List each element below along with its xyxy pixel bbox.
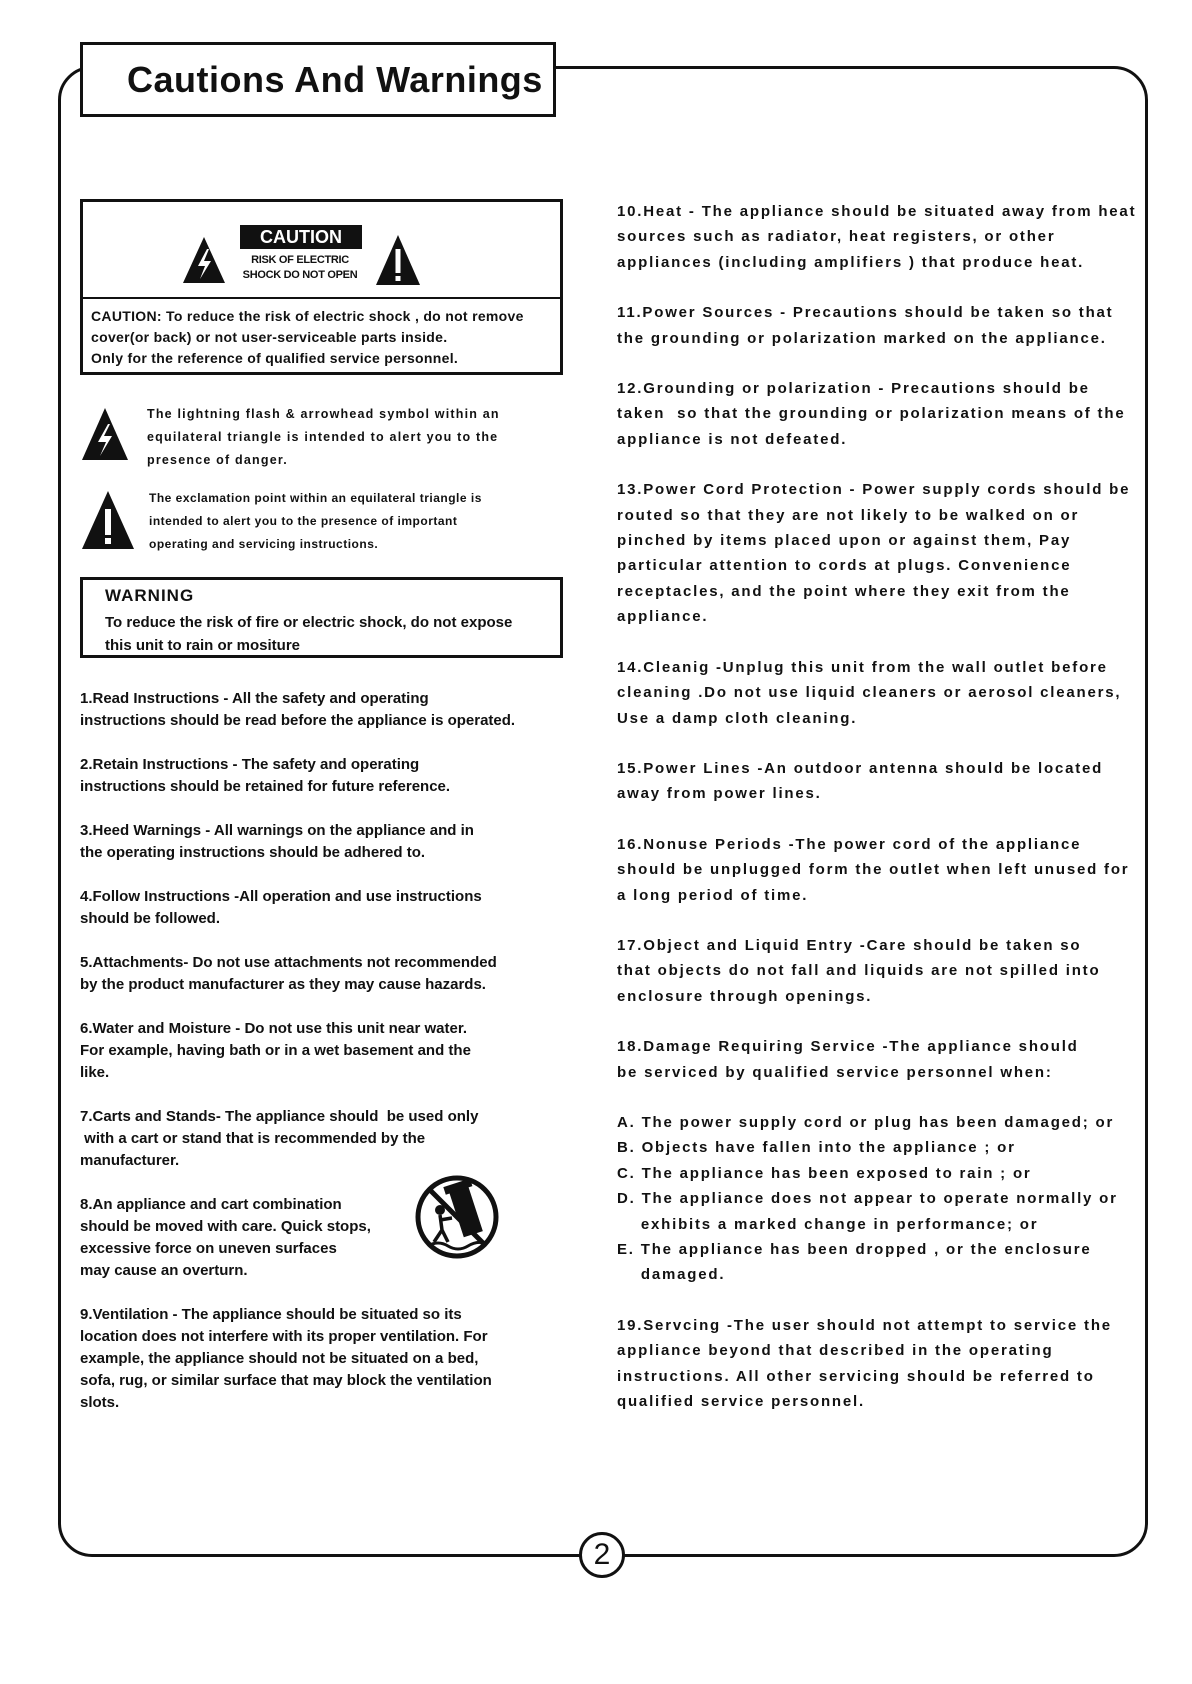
- text-line: receptacles, and the point where they exit from the: [617, 582, 1071, 600]
- caution-divider: [83, 297, 560, 299]
- instruction-item: [617, 832, 1137, 908]
- instruction-item: [80, 820, 580, 864]
- list-item: E. The appliance has been dropped , or the enclosure: [617, 1241, 1092, 1258]
- text-line: taken so that the grounding or polarization means of the: [617, 405, 1126, 423]
- instruction-item: [617, 1034, 1137, 1085]
- text-line: a long period of time.: [617, 886, 809, 904]
- text-line: sources such as radiator, heat registers, or other: [617, 228, 1056, 246]
- left-instructions: [80, 688, 580, 1436]
- text-line: appliances (including amplifiers ) that produce heat.: [617, 253, 1085, 271]
- exclamation-description: [149, 487, 482, 556]
- list-item: A. The power supply cord or plug has been damaged; or: [617, 1113, 1115, 1131]
- risk-line-1: RISK OF ELECTRIC: [251, 254, 349, 266]
- text-line: 17.Object and Liquid Entry -Care should be taken so: [617, 936, 1082, 954]
- text-line: the operating instructions should be adhered to.: [80, 844, 426, 861]
- text-line: For example, having bath or in a wet basement and the: [80, 1042, 471, 1059]
- instruction-item: [80, 1018, 580, 1084]
- text-line: qualified service personnel.: [617, 1393, 865, 1411]
- text-line: 19.Servcing -The user should not attempt to service the: [617, 1316, 1112, 1334]
- caution-line: CAUTION: To reduce the risk of electric shock , do not remove: [91, 308, 524, 324]
- cart-tipover-warning-icon: [414, 1174, 500, 1260]
- text-line: Use a damp cloth cleaning.: [617, 709, 858, 727]
- text-line: 1.Read Instructions - All the safety and operating: [80, 690, 429, 707]
- text-line: The lightning flash & arrowhead symbol within an: [147, 407, 500, 421]
- instruction-item: [617, 655, 1137, 731]
- instruction-item: [617, 300, 1137, 351]
- text-line: that objects do not fall and liquids are not spilled into: [617, 962, 1101, 980]
- text-line: routed so that they are not likely to be walked on or: [617, 506, 1080, 524]
- text-line: appliance.: [617, 608, 709, 626]
- instruction-item: [80, 1194, 580, 1282]
- warning-text: [105, 611, 512, 657]
- text-line: 5.Attachments- Do not use attachments not recommended: [80, 954, 497, 971]
- exclamation-triangle-icon: [80, 489, 136, 551]
- page-title: Cautions And Warnings: [127, 59, 543, 100]
- text-line: The exclamation point within an equilateral triangle is: [149, 491, 482, 505]
- damage-conditions-list: [617, 1110, 1137, 1288]
- text-line: particular attention to cords at plugs. Convenience: [617, 557, 1072, 575]
- text-line: 14.Cleanig -Unplug this unit from the wall outlet before: [617, 658, 1108, 676]
- list-item: C. The appliance has been exposed to rain ; or: [617, 1164, 1032, 1182]
- text-line: 7.Carts and Stands- The appliance should be used only: [80, 1108, 479, 1125]
- text-line: should be unplugged form the outlet when left unused for: [617, 861, 1130, 879]
- text-line: should be moved with care. Quick stops,: [80, 1218, 371, 1235]
- caution-label: CAUTION: [240, 225, 362, 249]
- text-line: 13.Power Cord Protection - Power supply cords should be: [617, 481, 1131, 499]
- text-line: 11.Power Sources - Precautions should be taken so that: [617, 304, 1114, 322]
- text-line: 18.Damage Requiring Service -The appliance should: [617, 1038, 1079, 1056]
- text-line: 4.Follow Instructions -All operation and use instructions: [80, 888, 482, 905]
- instruction-item: [617, 756, 1137, 807]
- text-line: should be followed.: [80, 910, 220, 927]
- text-line: appliance is not defeated.: [617, 430, 848, 448]
- text-line: instructions should be read before the appliance is operated.: [80, 712, 516, 729]
- text-line: instructions. All other servicing should be referred to: [617, 1367, 1095, 1385]
- warning-title: WARNING: [105, 586, 195, 605]
- list-item: B. Objects have fallen into the appliance ; or: [617, 1139, 1016, 1157]
- exclamation-triangle-icon: [374, 233, 422, 287]
- text-line: the grounding or polarization marked on the appliance.: [617, 329, 1107, 347]
- instruction-item: [617, 933, 1137, 1009]
- text-line: sofa, rug, or similar surface that may block the ventilation: [80, 1372, 492, 1389]
- text-line: like.: [80, 1064, 110, 1081]
- lightning-triangle-icon: [80, 406, 130, 462]
- text-line: 10.Heat - The appliance should be situated away from heat: [617, 203, 1137, 220]
- text-line: appliance beyond that described in the operating: [617, 1342, 1054, 1360]
- risk-line-2: SHOCK DO NOT OPEN: [242, 269, 358, 281]
- page-number: 2: [579, 1532, 625, 1578]
- text-line: slots.: [80, 1394, 120, 1411]
- text-line: 15.Power Lines -An outdoor antenna should be located: [617, 759, 1104, 777]
- text-line: 3.Heed Warnings - All warnings on the appliance and in: [80, 822, 474, 839]
- instruction-item: [617, 376, 1137, 452]
- text-line: 2.Retain Instructions - The safety and operating: [80, 756, 420, 773]
- warning-box: [80, 577, 563, 658]
- warning-line: To reduce the risk of fire or electric shock, do not expose: [105, 614, 513, 631]
- text-line: may cause an overturn.: [80, 1262, 248, 1279]
- text-line: instructions should be retained for future reference.: [80, 778, 451, 795]
- text-line: 8.An appliance and cart combination: [80, 1196, 342, 1213]
- right-instructions: [617, 199, 1137, 1439]
- instruction-item: [80, 1106, 580, 1172]
- caution-risk-text: [225, 253, 375, 283]
- instruction-item: [80, 754, 580, 798]
- instruction-item: [80, 886, 580, 930]
- text-line: intended to alert you to the presence of important: [149, 514, 458, 528]
- lightning-description: [147, 403, 500, 472]
- text-line: cleaning .Do not use liquid cleaners or aerosol cleaners,: [617, 684, 1122, 702]
- instruction-item: [617, 199, 1137, 275]
- text-line: enclosure through openings.: [617, 987, 873, 1005]
- instruction-item: [80, 952, 580, 996]
- text-line: with a cart or stand that is recommended by the: [80, 1130, 426, 1147]
- text-line: presence of danger.: [147, 453, 288, 467]
- list-item: D. The appliance does not appear to operate normally or: [617, 1190, 1118, 1208]
- text-line: away from power lines.: [617, 785, 822, 803]
- text-line: be serviced by qualified service personnel when:: [617, 1063, 1053, 1081]
- instruction-item: [617, 1313, 1137, 1415]
- list-item: exhibits a marked change in performance; or: [617, 1215, 1039, 1233]
- caution-text: [91, 306, 553, 369]
- text-line: location does not interfere with its proper ventilation. For: [80, 1328, 488, 1345]
- title-box: [80, 42, 556, 117]
- caution-line: cover(or back) or not user-serviceable parts inside.: [91, 329, 448, 345]
- instruction-item: [80, 1304, 580, 1414]
- warning-line: this unit to rain or mositure: [105, 637, 301, 654]
- instruction-item: [80, 688, 580, 732]
- text-line: 6.Water and Moisture - Do not use this unit near water.: [80, 1020, 467, 1037]
- caution-line: Only for the reference of qualified service personnel.: [91, 350, 459, 366]
- text-line: by the product manufacturer as they may cause hazards.: [80, 976, 486, 993]
- text-line: example, the appliance should not be situated on a bed,: [80, 1350, 479, 1367]
- list-item: damaged.: [617, 1266, 726, 1284]
- caution-box: [80, 199, 563, 375]
- text-line: equilateral triangle is intended to alert you to the: [147, 430, 499, 444]
- text-line: 9.Ventilation - The appliance should be situated so its: [80, 1306, 462, 1323]
- lightning-triangle-icon: [181, 235, 227, 285]
- text-line: 12.Grounding or polarization - Precautions should be: [617, 380, 1090, 398]
- instruction-item: [617, 477, 1137, 629]
- text-line: manufacturer.: [80, 1152, 180, 1169]
- text-line: pinched by items placed upon or against them, Pay: [617, 532, 1072, 550]
- text-line: 16.Nonuse Periods -The power cord of the appliance: [617, 835, 1082, 853]
- text-line: excessive force on uneven surfaces: [80, 1240, 337, 1257]
- text-line: operating and servicing instructions.: [149, 537, 379, 551]
